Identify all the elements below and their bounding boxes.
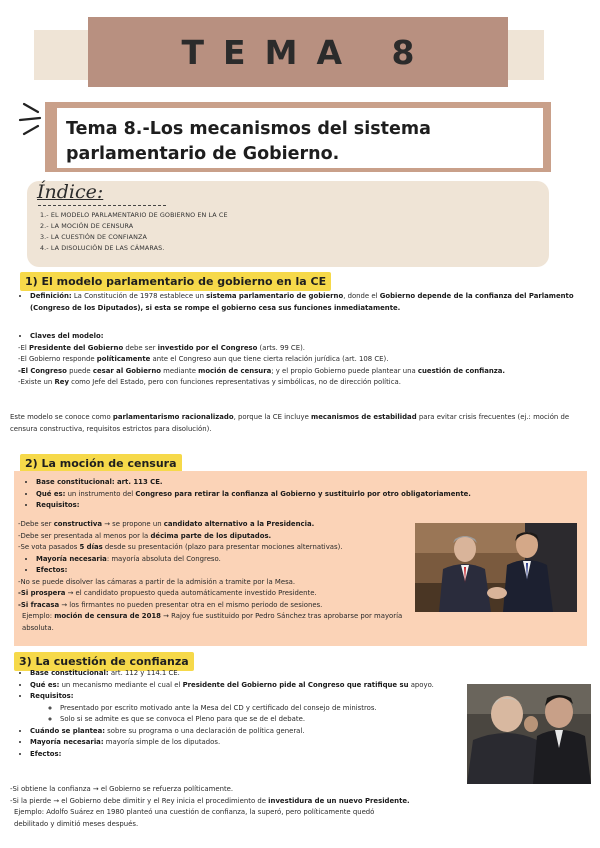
index-item: 2.- LA MOCIÓN DE CENSURA [40, 222, 134, 230]
clave-3: -El Congreso puede cesar al Gobierno mediante moción de censura; y el propio Gobierno puede plantear una cuestión de confianza. [18, 366, 506, 375]
index-title: Índice: [37, 181, 104, 203]
photo-rajoy-sanchez [415, 523, 577, 612]
clave-1: -El Presidente del Gobierno debe ser investido por el Congreso (arts. 99 CE). [18, 343, 305, 352]
section-1-heading: 1) El modelo parlamentario de gobierno en la CE [20, 272, 331, 291]
index-list [40, 210, 228, 254]
subtitle: Tema 8.-Los mecanismos del sistema parlamentario de Gobierno. [66, 119, 431, 164]
section-1-paragraph: Este modelo se conoce como parlamentarismo racionalizado, porque la CE incluye mecanismos de estabilidad para evitar crisis frecuentes (ej.: moción de censura constructiva, requisitos estrictos para disolución). [10, 413, 570, 433]
index-item: 1.- EL MODELO PARLAMENTARIO DE GOBIERNO EN LA CE [40, 211, 228, 219]
section-1-definition: • Definición: La Constitución de 1978 establece un sistema parlamentario de gobierno, donde el Gobierno depende de la confianza del Parlamento (Congreso de los Diputados), si esta se rompe el gobierno cesa sus funciones inmediatamente. [18, 291, 588, 314]
index-divider [38, 205, 166, 206]
section-2-requisitos: -Debe ser constructiva → se propone un candidato alternativo a la Presidencia. -Debe ser presentada al menos por la décima parte de los diputados. -Se vota pasados 5 días desde su presentación (plazo para presentar mociones alternativas). • Mayoría necesaria: mayoría absoluta del Congreso. • Efectos: -No se puede disolver las cámaras a partir de la admisión a tramite por la Mesa. -Si prospera → el candidato propuesto queda automáticamente investido Presidente. -Si fracasa → los firmantes no pueden presentar otra en el mismo periodo de sesiones. Ejemplo: moción de censura de 2018 → Rajoy fue sustituido por Pedro Sánchez tras aprobarse por mayoría absoluta. [18, 519, 418, 634]
index-item: 3.- LA CUESTIÓN DE CONFIANZA [40, 233, 147, 241]
section-3-body: • Base constitucional: art. 112 y 114.1 CE. • Qué es: un mecanismo mediante el cual el Presidente del Gobierno pide al Congreso que ratifique su apoyo. • Requisitos: ◦ Presentado por escrito motivado ante la Mesa del CD y certificado del consejo de ministros. ◦ Solo si se admite es que se convoca el Pleno para que se de el debate. • Cuándo se plantea: sobre su programa o una declaración de política general. • Mayoría necesaria: mayoría simple de los diputados. • Efectos: [18, 668, 468, 760]
clave-4: -Existe un Rey como Jefe del Estado, pero con funciones representativas y simbólicas, no de dirección política. [18, 378, 401, 386]
section-1-claves: • Claves del modelo: -El Presidente del Gobierno debe ser investido por el Congreso (arts. 99 CE). -El Gobierno responde políticamente ante el Congreso aun que tiene cierta relación jurídica (art. 108 CE). -El Congreso puede cesar al Gobierno mediante moción de censura; y el propio Gobierno puede plantear una cuestión de confianza. -Existe un Rey como Jefe del Estado, pero con funciones representativas y simbólicas, no de dirección política. [18, 331, 588, 389]
photo-suarez [467, 684, 591, 784]
clave-2: -El Gobierno responde políticamente ante el Congreso aun que tiene cierta relación jurídica (art. 108 CE). [18, 355, 389, 363]
decorative-strokes-icon [16, 98, 46, 138]
page-title-box [88, 17, 508, 87]
section-3-efectos: -Si obtiene la confianza → el Gobierno se refuerza políticamente. -Si la pierde → el Gobierno debe dimitir y el Rey inicia el procedimiento de investidura de un nuevo Presidente. Ejemplo: Adolfo Suárez en 1980 planteó una cuestión de confianza, la superó, pero políticamente quedó debilitado y dimitió meses después. [10, 785, 410, 828]
section-2-body: • Base constitucional: art. 113 CE. • Qué es: un instrumento del Congreso para retirar la confianza al Gobierno y sustituirlo por otro obligatoriamente. • Requisitos: [24, 477, 584, 512]
section-3-heading: 3) La cuestión de confianza [14, 652, 194, 671]
index-item: 4.- LA DISOLUCIÓN DE LAS CÁMARAS. [40, 244, 165, 252]
page-title: TEMA 8 [181, 32, 434, 72]
section-2-heading: 2) La moción de censura [20, 454, 182, 473]
